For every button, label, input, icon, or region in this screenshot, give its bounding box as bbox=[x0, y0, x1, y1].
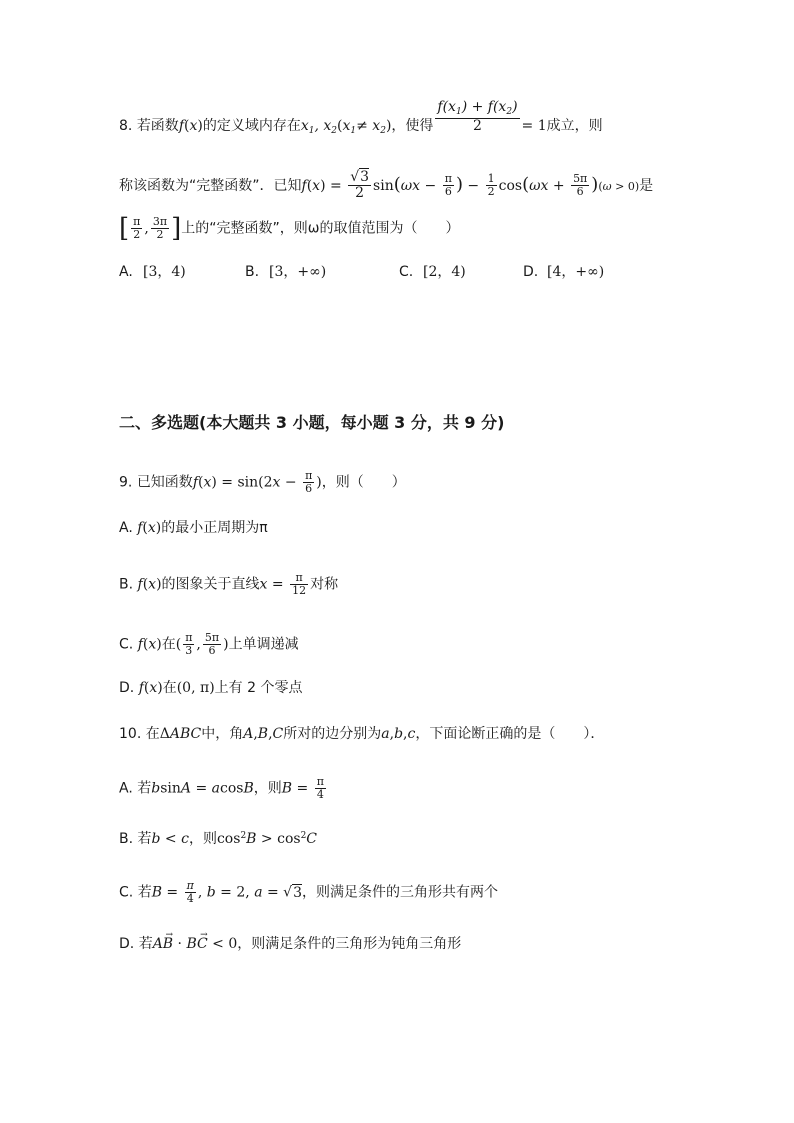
fraction: $\frac{\pi}{4}$ bbox=[186, 879, 194, 906]
q10-stem: 10. 在ΔABC中，角A,B,C所对的边分别为a,b,c，下面论断正确的是（ ）． bbox=[119, 726, 605, 742]
q9-option-d: D. f(x)在(0, π)上有 2 个零点 bbox=[119, 680, 303, 696]
q8-line1: 8. 若函数f(x)的定义域内存在$x_1$, $x_2(x_1\ne x_2)$，使得 $\frac{f(x_1) + f(x_2)}{2}$ = 1成立，则 bbox=[119, 98, 603, 136]
option-c-label: C. bbox=[399, 264, 414, 280]
q10-number: 10. bbox=[119, 726, 142, 742]
fraction: $\frac{√3}{2}$ bbox=[350, 169, 370, 202]
q9-option-a: A. f(x)的最小正周期为π bbox=[119, 520, 268, 536]
option-b-label: B. bbox=[245, 264, 260, 280]
formula: f bbox=[192, 474, 198, 491]
q8-line3: [ $\frac{\pi}{2}$ , $\frac{3\pi}{2}$ ]上的“完整函数”，则ω的取值范围为（ ） bbox=[119, 213, 460, 244]
q9-option-b: B. f(x)的图象关于直线x = $\frac{\pi}{12}$ 对称 bbox=[119, 571, 339, 598]
fraction: $\frac{\pi}{6}$ bbox=[305, 469, 313, 496]
fraction: $\frac{\pi}{3}$ bbox=[185, 631, 193, 658]
fraction: $\frac{\pi}{12}$ bbox=[292, 571, 307, 598]
option-d-value: [4，+∞) bbox=[547, 264, 605, 280]
q8-text: 若函数 bbox=[136, 118, 179, 134]
q8-line2: 称该函数为“完整函数”．已知f(x) = $\frac{√3}{2}$ sin(ωx − $\frac{\pi}{6}$ ) − $\frac{1}{2}$ cos(ωx + $\frac{5\pi}{6}$ )(ω > 0)是 bbox=[119, 169, 654, 202]
formula: $x_1$, $x_2$ bbox=[300, 118, 338, 136]
q10-option-a: A. 若bsinA = acosB，则B = $\frac{\pi}{4}$ bbox=[119, 775, 324, 802]
option-c-value: [2，4) bbox=[423, 264, 466, 280]
q8-options bbox=[119, 262, 679, 282]
option-b-value: [3，+∞) bbox=[269, 264, 327, 280]
q10-option-b: B. 若b < c，则$\cos^2B > \cos^2C$ bbox=[119, 831, 318, 847]
q10-option-c: C. 若B = $\frac{\pi}{4}$ , b = 2, a = √3，则满足条件的三角形共有两个 bbox=[119, 879, 499, 906]
formula: f bbox=[301, 177, 307, 194]
fraction: $\frac{f(x_1) + f(x_2)}{2}$ bbox=[437, 98, 518, 134]
option-d-label: D. bbox=[523, 264, 539, 280]
q9-option-c: C. f(x)在( $\frac{\pi}{3}$ , $\frac{5\pi}{6}$ )上单调递减 bbox=[119, 631, 299, 658]
option-a-label: A. bbox=[119, 264, 133, 280]
option-a-value: [3，4) bbox=[143, 264, 186, 280]
formula: f bbox=[178, 118, 184, 134]
q9-number: 9. bbox=[119, 474, 133, 491]
q8-number: 8. bbox=[119, 118, 133, 134]
fraction: $\frac{\pi}{2}$ bbox=[133, 215, 141, 242]
q10-option-d: D. 若→ AB · → BC < 0，则满足条件的三角形为钝角三角形 bbox=[119, 934, 461, 954]
q9-stem: 9. 已知函数f(x) = sin(2x − $\frac{\pi}{6}$ )，则（ ） bbox=[119, 469, 406, 496]
fraction: $\frac{\pi}{4}$ bbox=[316, 775, 324, 802]
section-heading: 二、多选题(本大题共 3 小题，每小题 3 分，共 9 分) bbox=[119, 413, 505, 432]
